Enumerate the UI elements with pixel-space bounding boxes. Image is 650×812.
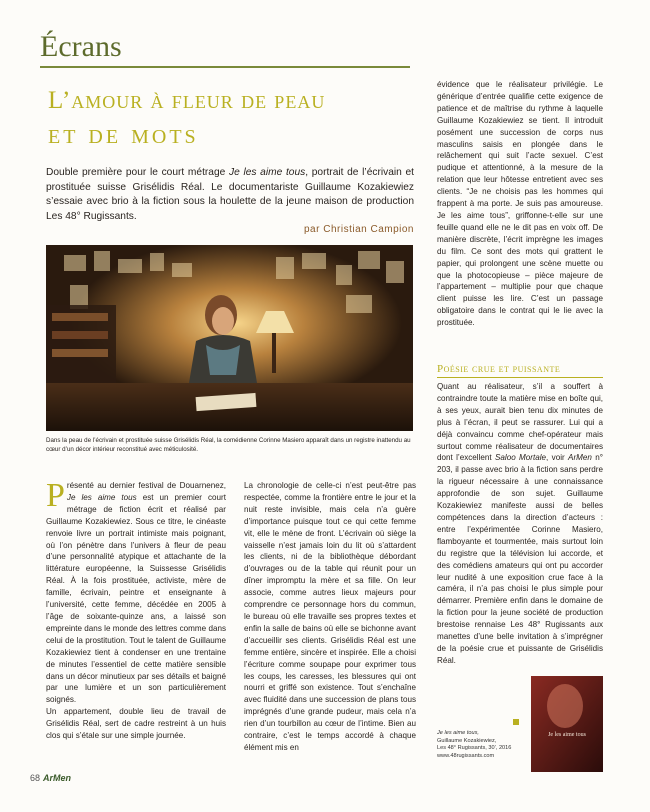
col3-film-title: Saloo Mortale (495, 453, 547, 463)
col3-text: Quant au réalisateur, s’il a souffert à contraindre toute la matière mise en boîte qui, à ses yeux, aurait bien tenu dix minutes de plus à l’écran, il peut se rassurer. Lui qui a déjà convaincu comme chef-opérateur mais surtout comme réalisateur de documentaires dont l’excellent (437, 382, 603, 463)
section-title: Écrans (40, 30, 122, 63)
photo-caption: Dans la peau de l’écrivain et prostituée suisse Grisélidis Réal, la comédienne Corinne Masiero apparaît dans un registre inattendu au cœur d’un décor intérieur reconstitué avec méticulosité. (46, 437, 411, 453)
info-details: Les 48° Rugissants, 30’, 2016 (437, 745, 512, 752)
info-site: www.48rugissants.com (437, 752, 495, 759)
drop-cap: P (46, 477, 65, 514)
page-folio (30, 773, 71, 783)
col3-text-2: , voir (546, 453, 569, 463)
col1-text: résenté au dernier festival de Douarnenez, (66, 481, 226, 490)
info-film: Je les aime tous, (437, 730, 479, 736)
col1-paragraph-2: Un appartement, double lieu de travail de Grisélidis Réal, sert de cadre restreint à un huis clos qui s’étale sur une simple journée. (46, 707, 226, 741)
film-still-photo (46, 245, 413, 431)
film-poster (531, 676, 603, 772)
lede-text-2: , portrait de l’écrivain et prostituée suisse Grisélidis Réal. Le documentariste Guillaume Kozakiewiez s’essaie avec brio à la fiction sous la houlette de la jeune maison de production Les 48° Rugissants. (46, 167, 414, 222)
lede-text-1: Double première pour le court métrage (46, 167, 229, 178)
article-title (48, 84, 418, 152)
col1-film-title: Je les aime tous (66, 492, 137, 502)
section-rule (40, 66, 410, 68)
col3-text-3: n° 203, il passe avec brio à la fiction sans perdre la rigueur nécessaire à une connaissance approfondie de son sujet. Guillaume Kozakiewiez manifeste aussi de belles compétences dans la direction d’acteurs : entre l’expérimentée Corinne Masiero, flamboyante et tourmentée, mais surtout loin du registre que la télévision lui accorde, et des comédiens amateurs qui ont pu accorder leur nudité à une exposition crue face à la caméra, il n’a pas choisi le plus simple pour démarrer. Première enfin dans le domaine de la fiction pour la jeune société de production brestoise rennaise Les 48° Rugissants aux manettes d’une belle invitation à s’imprégner de la poésie crue et puissante de Grisélidis Réal. (437, 453, 603, 665)
column-1 (46, 477, 226, 742)
col1-text-cont: est un premier court métrage de fiction écrit et réalisé par Guillaume Kozakiewiez. Sous ce titre, le cinéaste renvoie livre un portrait intimiste mais poignant, où l’on pénètre dans l’univers à fleur de peau d’une personnalité atypique et attachante de la littérature européenne, la Suissesse Grisélidis Réal. À la fois prostituée, activiste, mère de famille, écrivain, peintre et enseignante à l’université, cette femme, décédée en 2005 à l’âge de soixante-quinze ans, a laissé son empreinte dans le monde des lettres comme dans celui de la prostitution. Tout le talent de Guillaume Kozakiewiez tient à condenser en une trentaine de minutes l’essentiel de cette matière sensible dans un décor minutieux par ses détails et baigné par une lumière et un son particulièrement soignés. (46, 492, 226, 705)
subheading: Poésie crue et puissante (437, 363, 561, 375)
col3-magazine: ArMen (568, 453, 592, 463)
end-mark (513, 719, 519, 725)
title-line-2: et de mots (48, 119, 199, 150)
title-line-1: L’amour à fleur de peau (48, 87, 326, 114)
info-director: Guillaume Kozakiewiez, (437, 737, 497, 744)
magazine-name: ArMen (43, 773, 72, 783)
column-3-bottom (437, 381, 603, 667)
poster-title: Je les aime tous (548, 732, 586, 738)
lede-film-title: Je les aime tous (229, 167, 306, 178)
page-number: 68 (30, 773, 41, 783)
column-3-top: évidence que le réalisateur privilégie. Le générique d’entrée qualifie cette exigence de patience et de maîtrise du rythme à laquelle Guillaume Kozakiewiez se tient. Il introduit posément une succession de corps nus masculins saisis en plongée dans le relâchement qui suit l’acte sexuel. C’est pudique et attentionné, à la mesure de la relation que leur hôtesse entretient avec ses clients. “Je ne choisis pas les hommes qui frappent à ma porte. Je suis pas amoureuse. Je les aime tous”, griffonne-t-elle sur une feuille quand elle ne le dit pas en voix off. De manière discrète, l’écrit imprègne les images du film. Ce sont des mots qui grattent le papier, qui prolongent une scène muette ou que la photocopieuse – pièce majeure de l’appartement – multiplie pour que chaque client puisse les lire. C’est un passage obligatoire dans le contrat qui le lie avec la prostituée. (437, 80, 603, 328)
column-2: La chronologie de celle-ci n’est peut-être pas respectée, comme la frontière entre le jour et la nuit reste invisible, mais cela n’a guère d’importance puisque tout ce qui cette femme vit, elle le mène de front. L’écrivain où siège la vaisselle n’est jamais loin du lit où s’attardent les clients, ni de la bibliothèque débordant d’ouvrages ou de la table qui réunit pour un dîner impromptu la mère et sa fille. On leur associe, comme autres lieux majeurs pour comprendre ce personnage hors du commun, le bureau où elle travaille ses propres textes et enfin la salle de bains où elle se bichonne avant d’accueillir ses clients. Grisélidis Réal est une femme entière, sincère et inspirée. Elle a choisi l’écriture comme soupape pour exprimer tous les coups, les caresses, les blessures qui ont nourri et griffé son existence. Tout s’enchaîne avec fluidité dans une succession de plans tous imprégnés d’une grande pudeur, mais cela n’a rien d’un tourbillon au cœur de l’intime. Bien au contraire, c’est le temps accordé à chaque élément mis en (244, 481, 416, 752)
article-lede (46, 166, 414, 224)
byline: par Christian Campion (304, 224, 414, 235)
subheading-rule (437, 377, 603, 378)
film-info (437, 730, 529, 760)
